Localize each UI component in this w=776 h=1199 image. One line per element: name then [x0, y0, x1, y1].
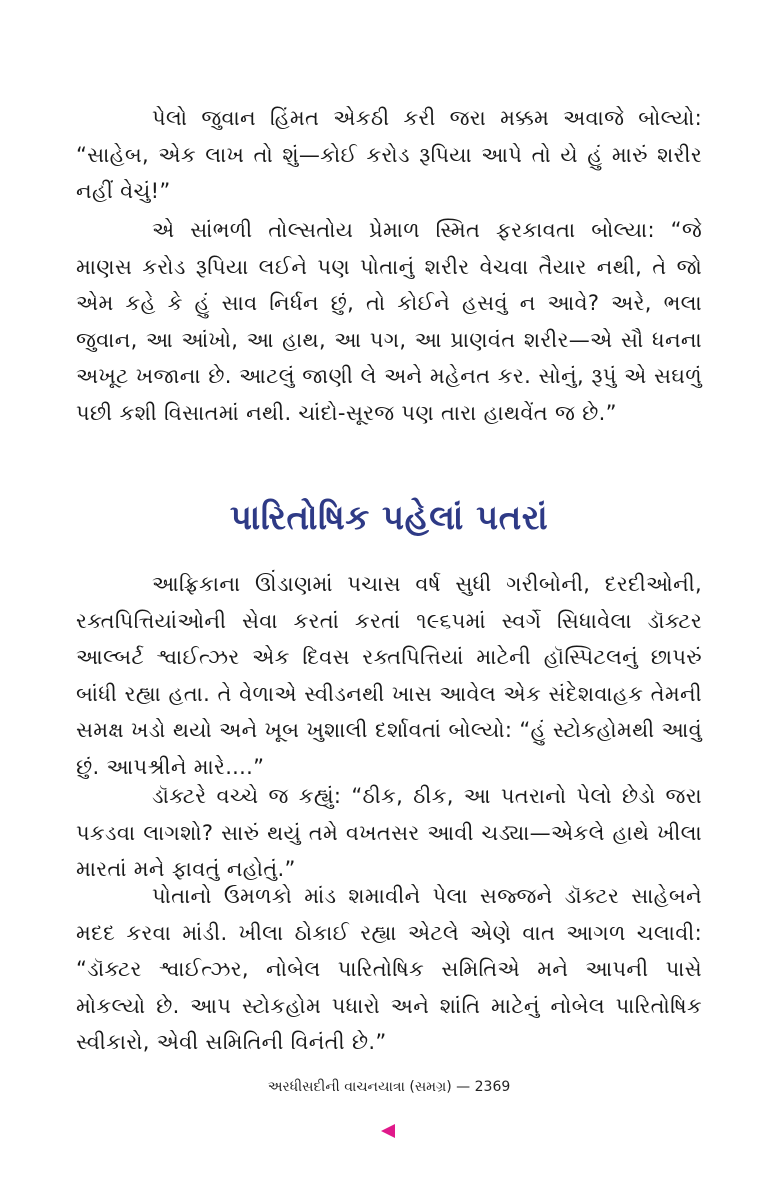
paragraph-5: પોતાનો ઉમળકો માંડ શમાવીને પેલા સજ્જને ડૉક્ટર સાહેબને મદદ કરવા માંડી. ખીલા ઠોકાઈ રહ્યા એટલે એણે વાત આગળ ચલાવી: “ડૉક્ટર શ્વાઈત્ઝર, નોબેલ પારિતોષિક સમિતિએ મને આપની પાસે મોકલ્યો છે. આપ સ્ટોકહોમ પધારો અને શાંતિ માટેનું નોબેલ પારિતોષિક સ્વીકારો, એવી સમિતિની વિનંતી છે.”	[76, 884, 702, 1054]
paragraph-3: આફ્રિકાના ઊંડાણમાં પચાસ વર્ષ સુધી ગરીબોની, દરદીઓની, રક્તપિત્તિયાંઓની સેવા કરતાં કરતાં ૧૯૬૫માં સ્વર્ગે સિધાવેલા ડૉક્ટર આલ્બર્ટ શ્વાઈત્ઝર એક દિવસ રક્તપિત્તિયાં માટેની હૉસ્પિટલનું છાપરું બાંધી રહ્યા હતા. તે વેળાએ સ્વીડનથી ખાસ આવેલ એક સંદેશવાહક તેમની સમક્ષ ખડો થયો અને ખૂબ ખુશાલી દર્શાવતાં બોલ્યો: “હું સ્ટોકહોમથી આવું છું. આપશ્રીને મારે....”	[76, 572, 702, 779]
paragraph-2: એ સાંભળી તોલ્સતોય પ્રેમાળ સ્મિત ફરકાવતા બોલ્યા: “જે માણસ કરોડ રૂપિયા લઈને પણ પોતાનું શરીર વેચવા તૈયાર નથી, તે જો એમ કહે કે હું સાવ નિર્ધન છું, તો કોઈને હસવું ન આવે? અરે, ભલા જુવાન, આ આંખો, આ હાથ, આ પગ, આ પ્રાણવંત શરીર—એ સૌ ધનના અખૂટ ખજાના છે. આટલું જાણી લે અને મહેનત કર. સોનું, રૂપું એ સઘળું પછી કશી વિસાતમાં નથી. ચાંદો-સૂરજ પણ તારા હાથવેંત જ છે.”	[76, 218, 702, 425]
paragraph-4: ડૉક્ટરે વચ્ચે જ કહ્યું: “ઠીક, ઠીક, આ પતરાનો પેલો છેડો જરા પકડવા લાગશો? સારું થયું તમે વખતસર આવી ચડ્યા—એકલે હાથે ખીલા મારતાં મને ફાવતું નહોતું.”	[76, 784, 702, 881]
section-title: પારિતોષિક પહેલાં પતરાં	[229, 498, 549, 538]
paragraph-1: પેલો જુવાન હિંમત એકઠી કરી જરા મક્કમ અવાજે બોલ્યો: “સાહેબ, એક લાખ તો શું—કોઈ કરોડ રૂપિયા આપે તો યે હું મારું શરીર નહીં વેચું!”	[76, 106, 702, 203]
page-footer: અરધીસદીની વાચનયાત્રા (સમગ્ર) — 2369	[267, 1079, 511, 1095]
book-page	[76, 0, 702, 1199]
left-triangle-icon[interactable]	[381, 1124, 395, 1138]
